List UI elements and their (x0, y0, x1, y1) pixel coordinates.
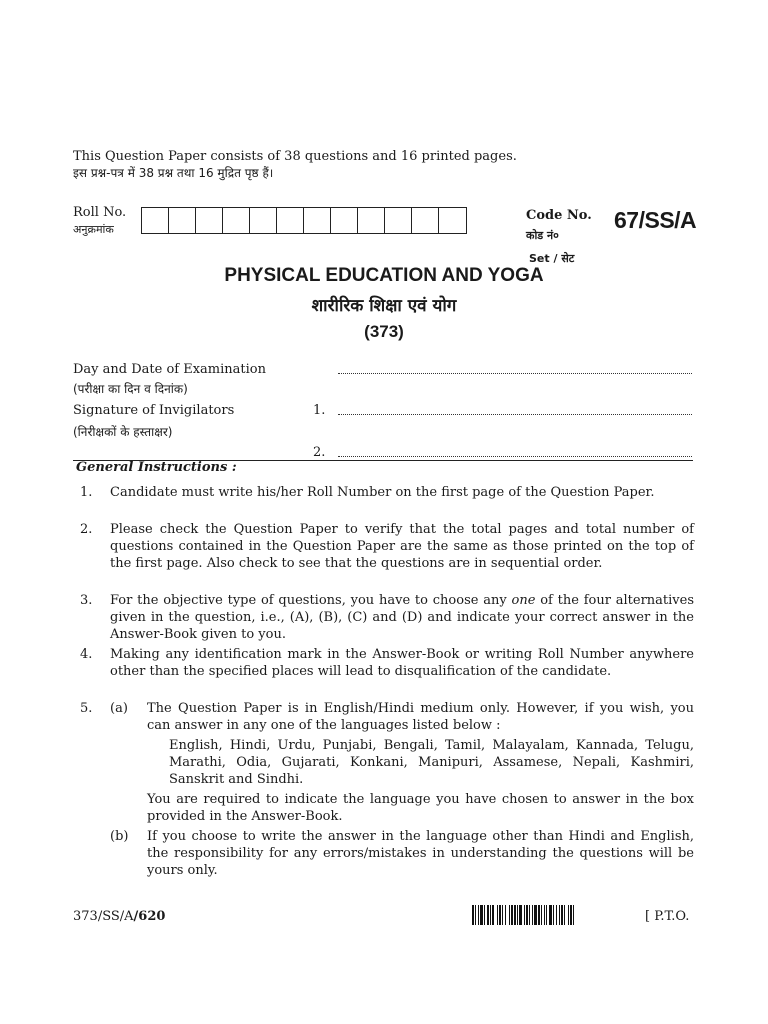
roll-box[interactable] (250, 208, 277, 233)
footer-code-prefix: 373/SS/A (73, 909, 134, 924)
instruction-item-5 (80, 700, 694, 879)
exam-date-label-hindi: (परीक्षा का दिन व दिनांक) (73, 382, 188, 396)
barcode-image (472, 905, 635, 925)
roll-box[interactable] (196, 208, 223, 233)
instruction-number: 5. (80, 701, 93, 716)
instruction-item (80, 592, 694, 643)
instruction-item (80, 646, 694, 680)
code-label-hindi: कोड नं० (526, 229, 559, 242)
instruction-5a-text2: You are required to indicate the language you have chosen to answer in the box provided in the Answer-Book. (147, 792, 694, 824)
invigilator-2-number: 2. (313, 445, 326, 460)
invigilator-1-field[interactable] (338, 414, 692, 415)
subject-code: (373) (364, 322, 404, 341)
instructions-heading: General Instructions : (76, 460, 237, 475)
roll-box[interactable] (223, 208, 250, 233)
roll-label-english: Roll No. (73, 205, 127, 220)
footer-paper-code (73, 909, 165, 924)
instruction-5b (80, 828, 694, 879)
instruction-emphasis: one (511, 593, 536, 608)
instruction-text: Making any identification mark in the Answer-Book or writing Roll Number anywhere other than the specified places will lead to disqualification of the candidate. (110, 647, 694, 679)
roll-box[interactable] (385, 208, 412, 233)
code-value: 67/SS/A (614, 207, 697, 233)
roll-box[interactable] (331, 208, 358, 233)
instruction-item (80, 521, 694, 572)
paper-info-hindi: इस प्रश्न-पत्र में 38 प्रश्न तथा 16 मुद्रित पृष्ठ हैं। (73, 166, 274, 180)
instruction-text (110, 592, 694, 643)
set-label: Set / सेट (529, 252, 575, 265)
roll-box[interactable] (304, 208, 331, 233)
instruction-item (80, 484, 694, 501)
subject-title-english: PHYSICAL EDUCATION AND YOGA (224, 265, 544, 286)
instruction-number: 1. (80, 485, 93, 500)
instruction-text: Please check the Question Paper to verify that the total pages and total number of questions contained in the Question Paper are the same as those printed on the top of the first page. Also check to see that the questions are in sequential order. (110, 522, 694, 571)
languages-list: English, Hindi, Urdu, Punjabi, Bengali, Tamil, Malayalam, Kannada, Telugu, Marathi, Odia, Gujarati, Konkani, Manipuri, Assamese, Nepali, Kashmiri, Sanskrit and Sindhi. (169, 738, 694, 787)
roll-number-boxes[interactable] (141, 207, 467, 234)
exam-date-field[interactable] (338, 373, 692, 374)
roll-box[interactable] (358, 208, 385, 233)
instruction-number: 4. (80, 647, 93, 662)
roll-box[interactable] (169, 208, 196, 233)
instruction-5a-label: (a) (110, 701, 128, 716)
instruction-number: 2. (80, 522, 93, 537)
instruction-5b-label: (b) (110, 829, 129, 844)
invigilator-2-field[interactable] (338, 456, 692, 457)
roll-box[interactable] (142, 208, 169, 233)
instruction-5a-text: The Question Paper is in English/Hindi medium only. However, if you wish, you can answer in any one of the languages listed below : (147, 701, 694, 733)
roll-box[interactable] (412, 208, 439, 233)
roll-box[interactable] (439, 208, 466, 233)
instruction-text: Candidate must write his/her Roll Number on the first page of the Question Paper. (110, 485, 655, 500)
footer-code-suffix: /620 (133, 909, 166, 924)
roll-box[interactable] (277, 208, 304, 233)
roll-label-hindi: अनुक्रमांक (73, 223, 114, 236)
invigilator-label-hindi: (निरीक्षकों के हस्ताक्षर) (73, 425, 173, 439)
pto-label: [ P.T.O. (645, 909, 690, 924)
instruction-text-part: of the four alternatives given in the question, i.e., (A), (B), (C) and (D) and indicate your correct answer in the Answer-Book given to you. (110, 593, 695, 642)
exam-date-label-english: Day and Date of Examination (73, 362, 266, 377)
roll-label (73, 204, 126, 238)
instruction-5b-text: If you choose to write the answer in the language other than Hindi and English, the responsibility for any errors/mistakes in understanding the questions will be yours only. (147, 829, 694, 878)
code-label-english: Code No. (526, 208, 592, 223)
instruction-number: 3. (80, 593, 93, 608)
invigilator-1-number: 1. (313, 403, 326, 418)
subject-title-hindi: शारीरिक शिक्षा एवं योग (311, 296, 457, 316)
invigilator-label-english: Signature of Invigilators (73, 403, 235, 418)
instruction-text-part: For the objective type of questions, you have to choose any (110, 593, 512, 608)
paper-info-english: This Question Paper consists of 38 questions and 16 printed pages. (73, 149, 517, 164)
